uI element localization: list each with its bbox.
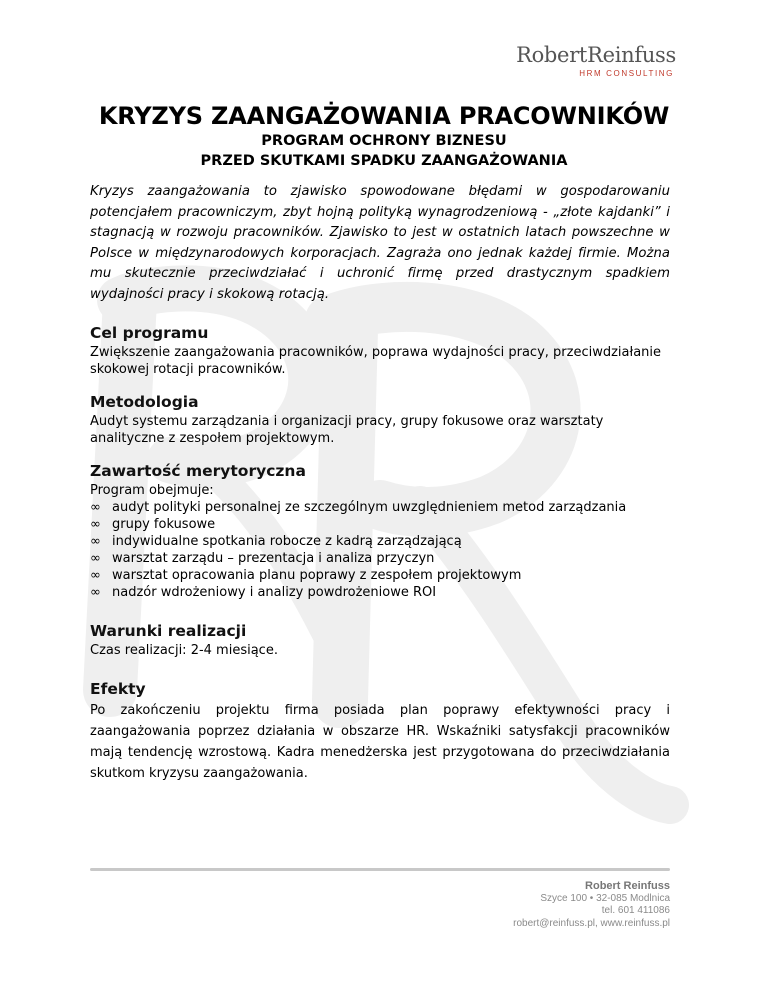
list-item-text: warsztat zarządu – prezentacja i analiza przyczyn xyxy=(112,551,435,566)
list-item xyxy=(90,533,670,550)
list-item-text: nadzór wdrożeniowy i analizy powdrożeniowe ROI xyxy=(112,585,437,600)
list-item xyxy=(90,584,670,601)
section-text: Audyt systemu zarządzania i organizacji pracy, grupy fokusowe oraz warsztaty analityczne z zespołem projektowym. xyxy=(90,414,604,446)
list-item xyxy=(90,550,670,567)
list-item xyxy=(90,516,670,533)
infinity-bullet-icon: ∞ xyxy=(90,568,101,583)
footer-email-web: robert@reinfuss.pl, www.reinfuss.pl xyxy=(513,917,670,929)
subtitle-line-2: PRZED SKUTKAMI SPADKU ZAANGAŻOWANIA xyxy=(200,153,568,169)
footer-contact xyxy=(513,880,670,930)
infinity-bullet-icon: ∞ xyxy=(90,585,101,600)
program-items-list xyxy=(90,499,670,601)
company-logo xyxy=(516,43,676,78)
section-text: Czas realizacji: 2-4 miesiące. xyxy=(90,643,278,658)
section-lead: Program obejmuje: xyxy=(90,483,214,498)
section-metodologia xyxy=(90,392,670,447)
document-title: KRYZYS ZAANGAŻOWANIA PRACOWNIKÓW xyxy=(98,102,670,130)
section-heading: Efekty xyxy=(90,680,146,698)
list-item-text: audyt polityki personalnej ze szczególnym uwzględnieniem metod zarządzania xyxy=(112,500,627,515)
list-item-text: grupy fokusowe xyxy=(112,517,216,532)
subtitle-line-1: PROGRAM OCHRONY BIZNESU xyxy=(261,133,507,149)
footer-name: Robert Reinfuss xyxy=(585,880,670,892)
section-heading: Zawartość merytoryczna xyxy=(90,462,306,480)
infinity-bullet-icon: ∞ xyxy=(90,534,101,549)
list-item-text: warsztat opracowania planu poprawy z zespołem projektowym xyxy=(112,568,522,583)
list-item xyxy=(90,499,670,516)
section-cel-programu xyxy=(90,323,670,378)
section-heading: Cel programu xyxy=(90,324,209,342)
intro-paragraph: Kryzys zaangażowania to zjawisko spowodowane błędami w gospodarowaniu potencjałem pracowniczym, zbyt hojną polityką wynagrodzeniową - „złote kajdanki” i stagnacją w rozwoju pracowników. Zjawisko to jest w ostatnich latach powszechne w Polsce w międzynarodowych korporacjach. Zagraża ono jednak każdej firmie. Można mu skutecznie przeciwdziałać i uchronić firmę przed drastycznym spadkiem wydajności pracy i skokową rotacją. xyxy=(90,184,670,302)
footer-address: Szyce 100 • 32-085 Modlnica xyxy=(540,892,670,904)
section-text: Zwiększenie zaangażowania pracowników, poprawa wydajności pracy, przeciwdziałanie skokowej rotacji pracowników. xyxy=(90,345,662,377)
footer-divider xyxy=(90,868,670,871)
footer-phone: tel. 601 411086 xyxy=(601,905,670,916)
logo-tagline: HRM CONSULTING xyxy=(579,69,674,78)
section-zawartosc-merytoryczna xyxy=(90,461,670,601)
section-text: Po zakończeniu projektu firma posiada plan poprawy efektywności pracy i zaangażowania poprzez działania w obszarze HR. Wskaźniki satysfakcji pracowników mają tendencję wzrostową. Kadra menedżerska jest przygotowana do przeciwdziałania skutkom kryzysu zaangażowania. xyxy=(90,703,670,781)
section-warunki-realizacji xyxy=(90,621,670,659)
section-efekty xyxy=(90,679,670,784)
infinity-bullet-icon: ∞ xyxy=(90,551,101,566)
list-item-text: indywidualne spotkania robocze z kadrą zarządzającą xyxy=(112,534,462,549)
document-subtitle xyxy=(0,131,768,171)
infinity-bullet-icon: ∞ xyxy=(90,500,101,515)
section-heading: Metodologia xyxy=(90,393,199,411)
infinity-bullet-icon: ∞ xyxy=(90,517,101,532)
document-body xyxy=(90,182,670,798)
section-heading: Warunki realizacji xyxy=(90,622,247,640)
logo-name: RobertReinfuss xyxy=(516,43,676,67)
list-item xyxy=(90,567,670,584)
